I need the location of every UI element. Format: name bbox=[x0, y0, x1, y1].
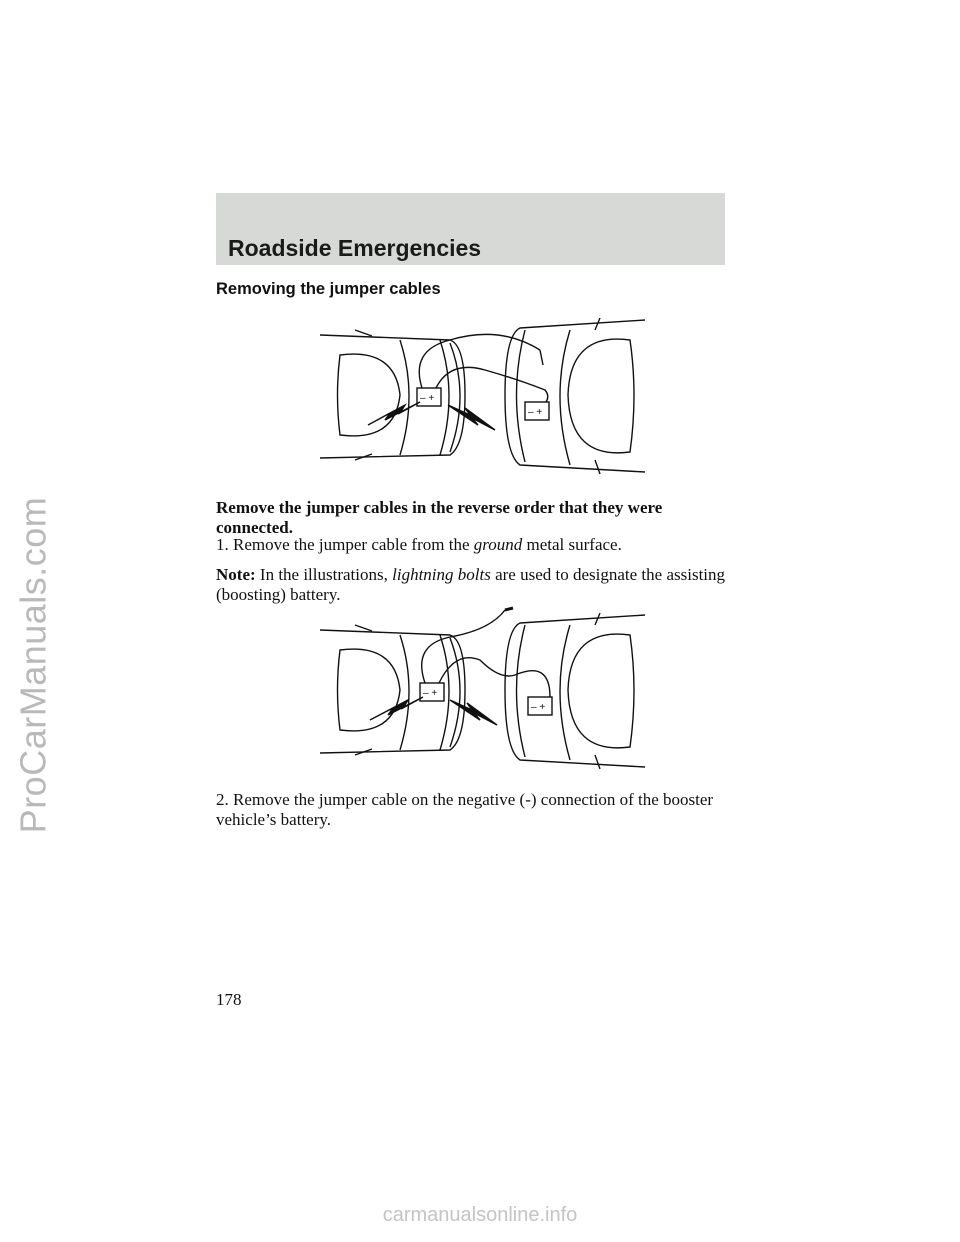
side-watermark bbox=[6, 200, 60, 1130]
left-car-outline bbox=[320, 330, 465, 460]
jumper-cable-figure-1 bbox=[300, 310, 680, 480]
svg-text:– +: – + bbox=[420, 393, 435, 404]
step-2: 2. Remove the jumper cable on the negative (-) connection of the booster vehicle’s battery. bbox=[216, 790, 714, 829]
svg-text:– +: – + bbox=[531, 702, 546, 713]
note-label: Note: bbox=[216, 565, 256, 584]
jumper-cable-figure-2 bbox=[300, 605, 680, 775]
right-car-outline bbox=[505, 318, 645, 474]
note-emphasis: lightning bolts bbox=[392, 565, 491, 584]
step-1 bbox=[216, 535, 736, 555]
note bbox=[216, 565, 736, 605]
section-heading: Removing the jumper cables bbox=[216, 280, 441, 298]
step-1-prefix: 1. Remove the jumper cable from the bbox=[216, 535, 470, 554]
intro-bold-text: Remove the jumper cables in the reverse order that they were connected. bbox=[216, 498, 663, 537]
section-title: Roadside Emergencies bbox=[228, 235, 482, 261]
step-1-suffix: metal surface. bbox=[526, 535, 622, 554]
side-watermark-text: ProCarManuals.com bbox=[12, 496, 53, 834]
left-car-outline bbox=[320, 625, 465, 755]
step-1-emphasis: ground bbox=[473, 535, 523, 554]
note-text-before: In the illustrations, bbox=[259, 565, 388, 584]
svg-text:– +: – + bbox=[423, 688, 438, 699]
page-number: 178 bbox=[216, 990, 242, 1009]
section-header bbox=[216, 193, 725, 265]
right-car-outline bbox=[505, 613, 645, 769]
note-text-after: are used to designate the assisting (boosting) battery. bbox=[216, 565, 726, 604]
footer-watermark: carmanualsonline.info bbox=[382, 1204, 578, 1226]
svg-text:– +: – + bbox=[528, 407, 543, 418]
